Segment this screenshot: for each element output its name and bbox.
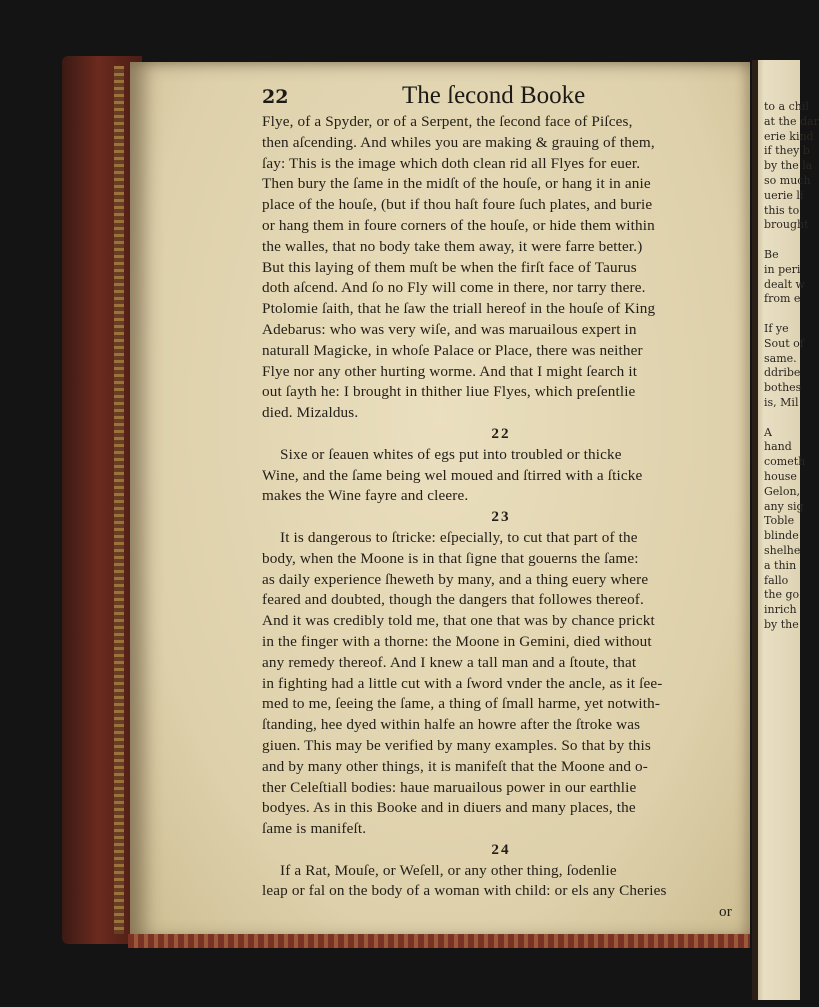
text-line: place of the houſe, (but if thou haſt foure ſuch plates, and burie: [262, 196, 653, 214]
facing-text-fragment: A: [764, 425, 772, 439]
facing-text-fragment: Sout of: [764, 336, 804, 350]
facing-text-fragment: a thin: [764, 558, 797, 572]
facing-text-fragment: the go: [764, 588, 800, 602]
facing-text-fragment: [764, 307, 804, 322]
text-line: any remedy thereof. And I knew a tall man and a ſtoute, that: [262, 653, 637, 671]
facing-text-fragment: cometh: [764, 455, 806, 469]
facing-text-fragment: inrich: [764, 603, 797, 617]
facing-text-fragment: erie kind: [764, 129, 814, 143]
text-line: bodyes. As in this Booke and in diuers and many places, the: [262, 799, 636, 817]
text-line: in fighting had a little cut with a ſword vnder the ancle, as it ſee-: [262, 674, 663, 692]
page-number: 22: [262, 86, 289, 108]
facing-text-fragment: shelhe: [764, 543, 801, 557]
facing-text-fragment: bothes: [764, 381, 802, 395]
facing-page-text: [764, 100, 819, 633]
text-line: feared and doubted, though the dangers that followes thereof.: [262, 591, 644, 609]
section-number: 24: [491, 840, 511, 858]
facing-text-fragment: in peri: [764, 262, 801, 276]
text-line: It is dangerous to ſtricke: eſpecially, to cut that part of the: [280, 528, 638, 546]
facing-text-fragment: brought: [764, 218, 809, 232]
facing-text-fragment: [764, 411, 804, 426]
text-line: the walles, that no body take them away, it were farre better.): [262, 237, 643, 255]
text-line: died. Mizaldus.: [262, 404, 359, 422]
catchword: or: [719, 903, 732, 921]
text-line: giuen. This may be verified by many examples. So that by this: [262, 736, 651, 754]
text-line: med to me, ſeeing the ſame, a thing of ſmall harme, yet notwith-: [262, 695, 661, 713]
facing-text-fragment: [764, 233, 804, 248]
facing-text-fragment: fallo: [764, 573, 789, 587]
text-line: body, when the Moone is in that ſigne that gouerns the ſame:: [262, 549, 639, 567]
text-line: Flye nor any other hurting worme. And that I might ſearch it: [262, 362, 638, 380]
page-header: [262, 82, 742, 110]
facing-text-fragment: by the la: [764, 159, 813, 173]
facing-text-fragment: by the: [764, 617, 799, 631]
page-edge-binding: [128, 934, 750, 948]
text-line: And it was credibly told me, that one that was by chance prickt: [262, 612, 655, 630]
text-line: naturall Magicke, in whoſe Palace or Place, there was neither: [262, 341, 643, 359]
gilt-edge: [114, 66, 124, 934]
facing-text-fragment: ddribe: [764, 366, 801, 380]
facing-page: [752, 60, 819, 1000]
text-line: Sixe or ſeauen whites of egs put into troubled or thicke: [280, 445, 622, 463]
text-line: Wine, and the ſame being wel moued and ſtirred with a ſticke: [262, 466, 643, 484]
text-line: makes the Wine fayre and cleere.: [262, 487, 469, 505]
facing-text-fragment: house: [764, 469, 797, 483]
facing-text-fragment: Gelon,: [764, 484, 801, 498]
facing-text-fragment: any sig: [764, 499, 804, 513]
facing-text-fragment: Toble: [764, 514, 795, 528]
text-line: or hang them in foure corners of the houſe, or hide them within: [262, 216, 655, 234]
text-line: as daily experience ſheweth by many, and a thing euery where: [262, 570, 649, 588]
facing-text-fragment: is, Mil: [764, 395, 799, 409]
text-line: Ptolomie ſaith, that he ſaw the triall hereof in the houſe of King: [262, 300, 656, 318]
text-line: leap or fal on the body of a woman with child: or els any Cheries: [262, 882, 667, 900]
text-line: and by many other things, it is manifeſt that the Moone and o-: [262, 757, 648, 775]
facing-text-fragment: to a chil: [764, 100, 809, 113]
facing-text-fragment: this to: [764, 203, 800, 217]
facing-text-fragment: so much: [764, 173, 811, 187]
text-line: in the finger with a thorne: the Moone in Gemini, died without: [262, 632, 652, 650]
facing-text-fragment: hand: [764, 440, 792, 454]
facing-text-fragment: uerie li: [764, 188, 804, 202]
facing-text-fragment: same.: [764, 351, 797, 365]
text-line: ther Celeſtiall bodies: haue maruailous power in our earthlie: [262, 778, 637, 796]
text-line: ſay: This is the image which doth clean rid all Flyes for euer.: [262, 154, 641, 172]
facing-text-fragment: dealt w: [764, 277, 805, 291]
running-head: The ſecond Booke: [402, 82, 586, 109]
page-body-text: [262, 112, 740, 923]
text-line: then aſcending. And whiles you are making & grauing of them,: [262, 133, 655, 151]
facing-text-fragment: blinde: [764, 529, 799, 543]
section-number: 22: [491, 424, 511, 442]
text-line: doth aſcend. And ſo no Fly will come in there, nor tarry there.: [262, 279, 646, 297]
text-line: Flye, of a Spyder, or of a Serpent, the ſecond face of Piſces,: [262, 113, 633, 130]
text-line: ſame is manifeſt.: [262, 820, 367, 838]
text-line: But this laying of them muſt be when the firſt face of Taurus: [262, 258, 637, 276]
section-number: 23: [491, 508, 511, 526]
text-line: Then bury the ſame in the midſt of the houſe, or hang it in anie: [262, 175, 651, 193]
text-line: out ſayth he: I brought in thither liue Flyes, which preſentlie: [262, 383, 636, 401]
text-line: ſtanding, hee dyed within halfe an howre after the ſtroke was: [262, 716, 641, 734]
facing-text-fragment: Be: [764, 247, 779, 261]
facing-text-fragment: if they b: [764, 144, 810, 158]
facing-text-fragment: If ye: [764, 321, 789, 335]
facing-text-fragment: from e: [764, 292, 801, 306]
facing-gutter: [752, 60, 758, 1000]
text-line: If a Rat, Mouſe, or Weſell, or any other thing, ſodenlie: [280, 861, 617, 879]
text-line: Adebarus: who was very wiſe, and was maruailous expert in: [262, 320, 637, 338]
facing-text-fragment: at the dar: [764, 114, 819, 128]
